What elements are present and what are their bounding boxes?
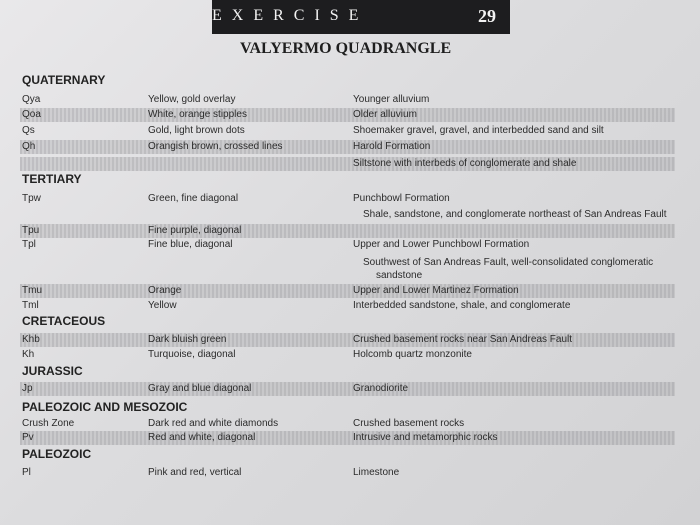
unit-symbol: Tpw [22,193,41,204]
map-pattern: Orangish brown, crossed lines [148,141,283,152]
unit-symbol: Pl [22,467,31,478]
map-pattern: Dark red and white diamonds [148,418,279,429]
section-jurassic: JURASSIC [22,364,83,378]
exercise-banner [212,0,510,34]
legend-row [20,417,675,431]
legend-row [20,348,675,362]
legend-row [20,108,675,122]
unit-symbol: Qh [22,141,36,152]
map-pattern: Orange [148,285,182,296]
unit-description: Younger alluvium [353,94,430,105]
legend-row [20,299,675,313]
unit-description: Shoemaker gravel, gravel, and interbedded sand and silt [353,125,604,136]
legend-row [20,238,675,252]
unit-symbol: Tmu [22,285,42,296]
unit-description: Crushed basement rocks near San Andreas Fault [353,334,573,345]
unit-symbol: Jp [22,383,33,394]
page-title: VALYERMO QUADRANGLE [240,40,452,57]
unit-symbol: Crush Zone [22,418,75,429]
legend-row [20,124,675,138]
unit-symbol: Qoa [22,109,41,120]
unit-symbol: Khb [22,334,40,345]
unit-note: Shale, sandstone, and conglomerate northeast of San Andreas Fault [363,209,667,220]
section-paleozoic-mesozoic: PALEOZOIC AND MESOZOIC [22,400,188,414]
unit-description: Crushed basement rocks [353,418,465,429]
exercise-number: 29 [478,6,496,26]
legend-row [20,157,675,171]
unit-description: Upper and Lower Martinez Formation [353,285,519,296]
section-paleozoic: PALEOZOIC [22,447,92,461]
map-pattern: Red and white, diagonal [148,432,256,443]
unit-description: Limestone [353,467,400,478]
unit-note: sandstone [376,270,423,281]
unit-description: Upper and Lower Punchbowl Formation [353,239,530,250]
map-pattern: Yellow [148,300,177,311]
legend-row [20,224,675,238]
unit-symbol: Qs [22,125,35,136]
map-pattern: Fine blue, diagonal [148,239,233,250]
map-pattern: Gold, light brown dots [148,125,245,136]
unit-description: Siltstone with interbeds of conglomerate and shale [353,158,577,169]
map-pattern: White, orange stipples [148,109,247,120]
map-pattern: Green, fine diagonal [148,193,239,204]
map-pattern: Fine purple, diagonal [148,225,242,236]
legend-row [20,466,675,480]
map-pattern: Yellow, gold overlay [148,94,236,105]
map-pattern: Pink and red, vertical [148,467,242,478]
unit-description: Harold Formation [353,141,431,152]
map-pattern: Turquoise, diagonal [148,349,236,360]
unit-description: Older alluvium [353,109,417,120]
unit-description: Intrusive and metamorphic rocks [353,432,498,443]
legend-row [20,192,675,206]
unit-description: Holcomb quartz monzonite [353,349,472,360]
unit-symbol: Tml [22,300,39,311]
legend-row [20,431,675,445]
legend-row [20,333,675,347]
unit-description: Punchbowl Formation [353,193,450,204]
unit-symbol: Pv [22,432,34,443]
unit-symbol: Kh [22,349,35,360]
legend-row [20,284,675,298]
section-cretaceous: CRETACEOUS [22,314,106,328]
unit-description: Interbedded sandstone, shale, and conglomerate [353,300,571,311]
section-tertiary: TERTIARY [22,172,82,186]
legend-row [20,93,675,107]
legend-row [20,382,675,396]
unit-symbol: Qya [22,94,41,105]
map-pattern: Gray and blue diagonal [148,383,252,394]
map-pattern: Dark bluish green [148,334,227,345]
section-quaternary: QUATERNARY [22,73,106,87]
legend-row [20,140,675,154]
unit-symbol: Tpl [22,239,36,250]
unit-note: Southwest of San Andreas Fault, well-consolidated conglomeratic [363,257,654,268]
unit-symbol: Tpu [22,225,40,236]
exercise-label: EXERCISE [212,7,369,24]
unit-description: Granodiorite [353,383,409,394]
